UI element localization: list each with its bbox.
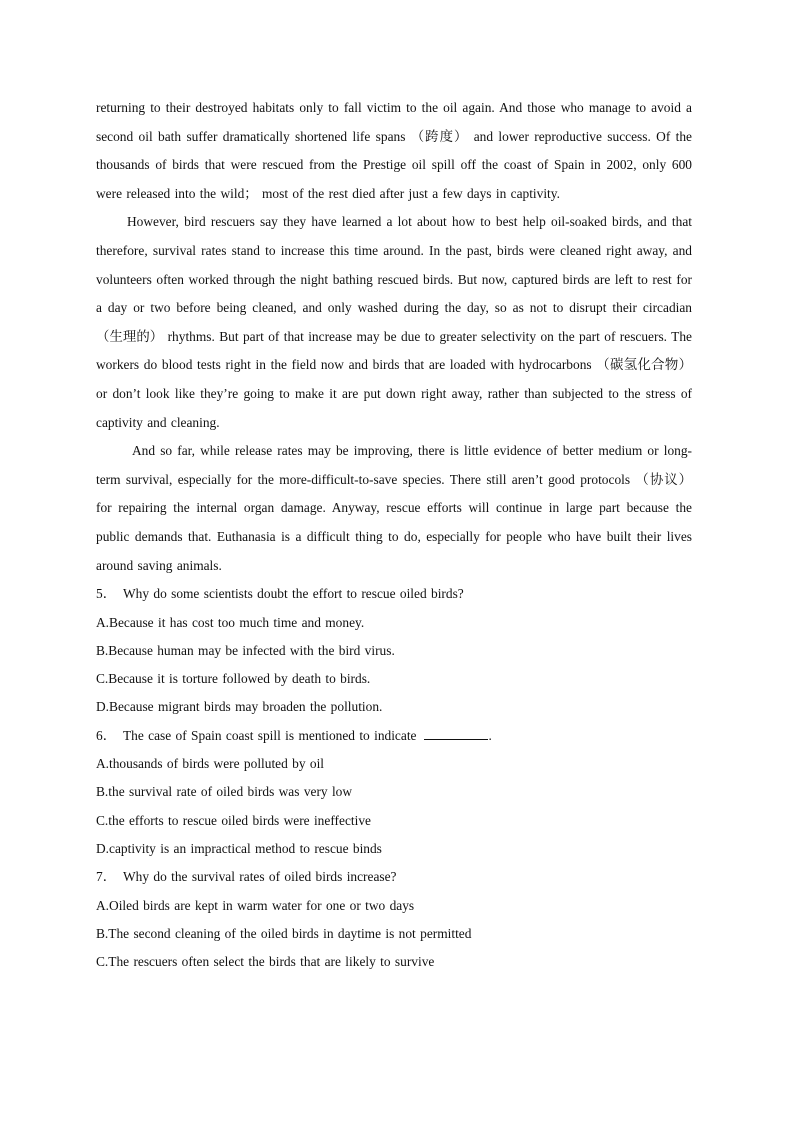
question-stem — [96, 722, 692, 751]
question-stem — [96, 863, 692, 892]
option-c: C.The rescuers often select the birds that are likely to survive — [96, 953, 435, 969]
option-a: A.Because it has cost too much time and money. — [96, 614, 365, 630]
option-d: D.captivity is an impractical method to rescue binds — [96, 840, 382, 856]
question-text: The case of Spain coast spill is mentioned to indicate — [123, 727, 417, 743]
option-b: B.Because human may be infected with the bird virus. — [96, 642, 395, 658]
option-b: B.The second cleaning of the oiled birds in daytime is not permitted — [96, 925, 472, 941]
question-number: 6． — [96, 727, 117, 743]
question-7 — [96, 863, 692, 976]
question-5 — [96, 580, 692, 721]
question-number: 5． — [96, 586, 117, 602]
question-suffix: . — [488, 727, 492, 743]
option-c: C.Because it is torture followed by death to birds. — [96, 671, 371, 687]
question-number: 7． — [96, 868, 117, 884]
question-text: Why do the survival rates of oiled birds increase? — [123, 868, 397, 884]
option-a: A.thousands of birds were polluted by oil — [96, 756, 325, 772]
question-text: Why do some scientists doubt the effort to rescue oiled birds? — [123, 586, 464, 602]
question-6 — [96, 722, 692, 863]
passage-paragraph-3: And so far, while release rates may be improving, there is little evidence of better medium or long-term survival, especially for the more-difficult-to-save species. There still aren’t good protocols （协议） for repairing the internal organ damage. Anyway, rescue efforts will continue in large part because the public demands that. Euthanasia is a difficult thing to do, especially for people who have built their lives around saving animals. — [96, 443, 692, 573]
question-stem — [96, 580, 692, 609]
answer-blank — [424, 727, 488, 740]
option-b: B.the survival rate of oiled birds was very low — [96, 784, 353, 800]
option-a: A.Oiled birds are kept in warm water for one or two days — [96, 897, 415, 913]
option-c: C.the efforts to rescue oiled birds were ineffective — [96, 812, 371, 828]
option-d: D.Because migrant birds may broaden the pollution. — [96, 699, 383, 715]
document-page — [96, 94, 692, 976]
passage-paragraph-2: However, bird rescuers say they have learned a lot about how to best help oil-soaked birds, and that therefore, survival rates stand to increase this time around. In the past, birds were cleaned right away, and volunteers often worked through the night bathing rescued birds. But now, captured birds are left to rest for a day or two before being cleaned, and only washed during the day, so as not to disrupt their circadian （生理的） rhythms. But part of that increase may be due to greater selectivity on the part of rescuers. The workers do blood tests right in the field now and birds that are loaded with hydrocarbons （碳氢化合物） or don’t look like they’re going to make it are put down right away, rather than subjected to the stress of captivity and cleaning. — [96, 214, 692, 430]
passage-paragraph-1: returning to their destroyed habitats only to fall victim to the oil again. And those who manage to avoid a second oil bath suffer dramatically shortened life spans （跨度） and lower reproductive success. Of the thousands of birds that were rescued from the Prestige oil spill off the coast of Spain in 2002, only 600 were released into the wild； most of the rest died after just a few days in captivity. — [96, 100, 692, 201]
